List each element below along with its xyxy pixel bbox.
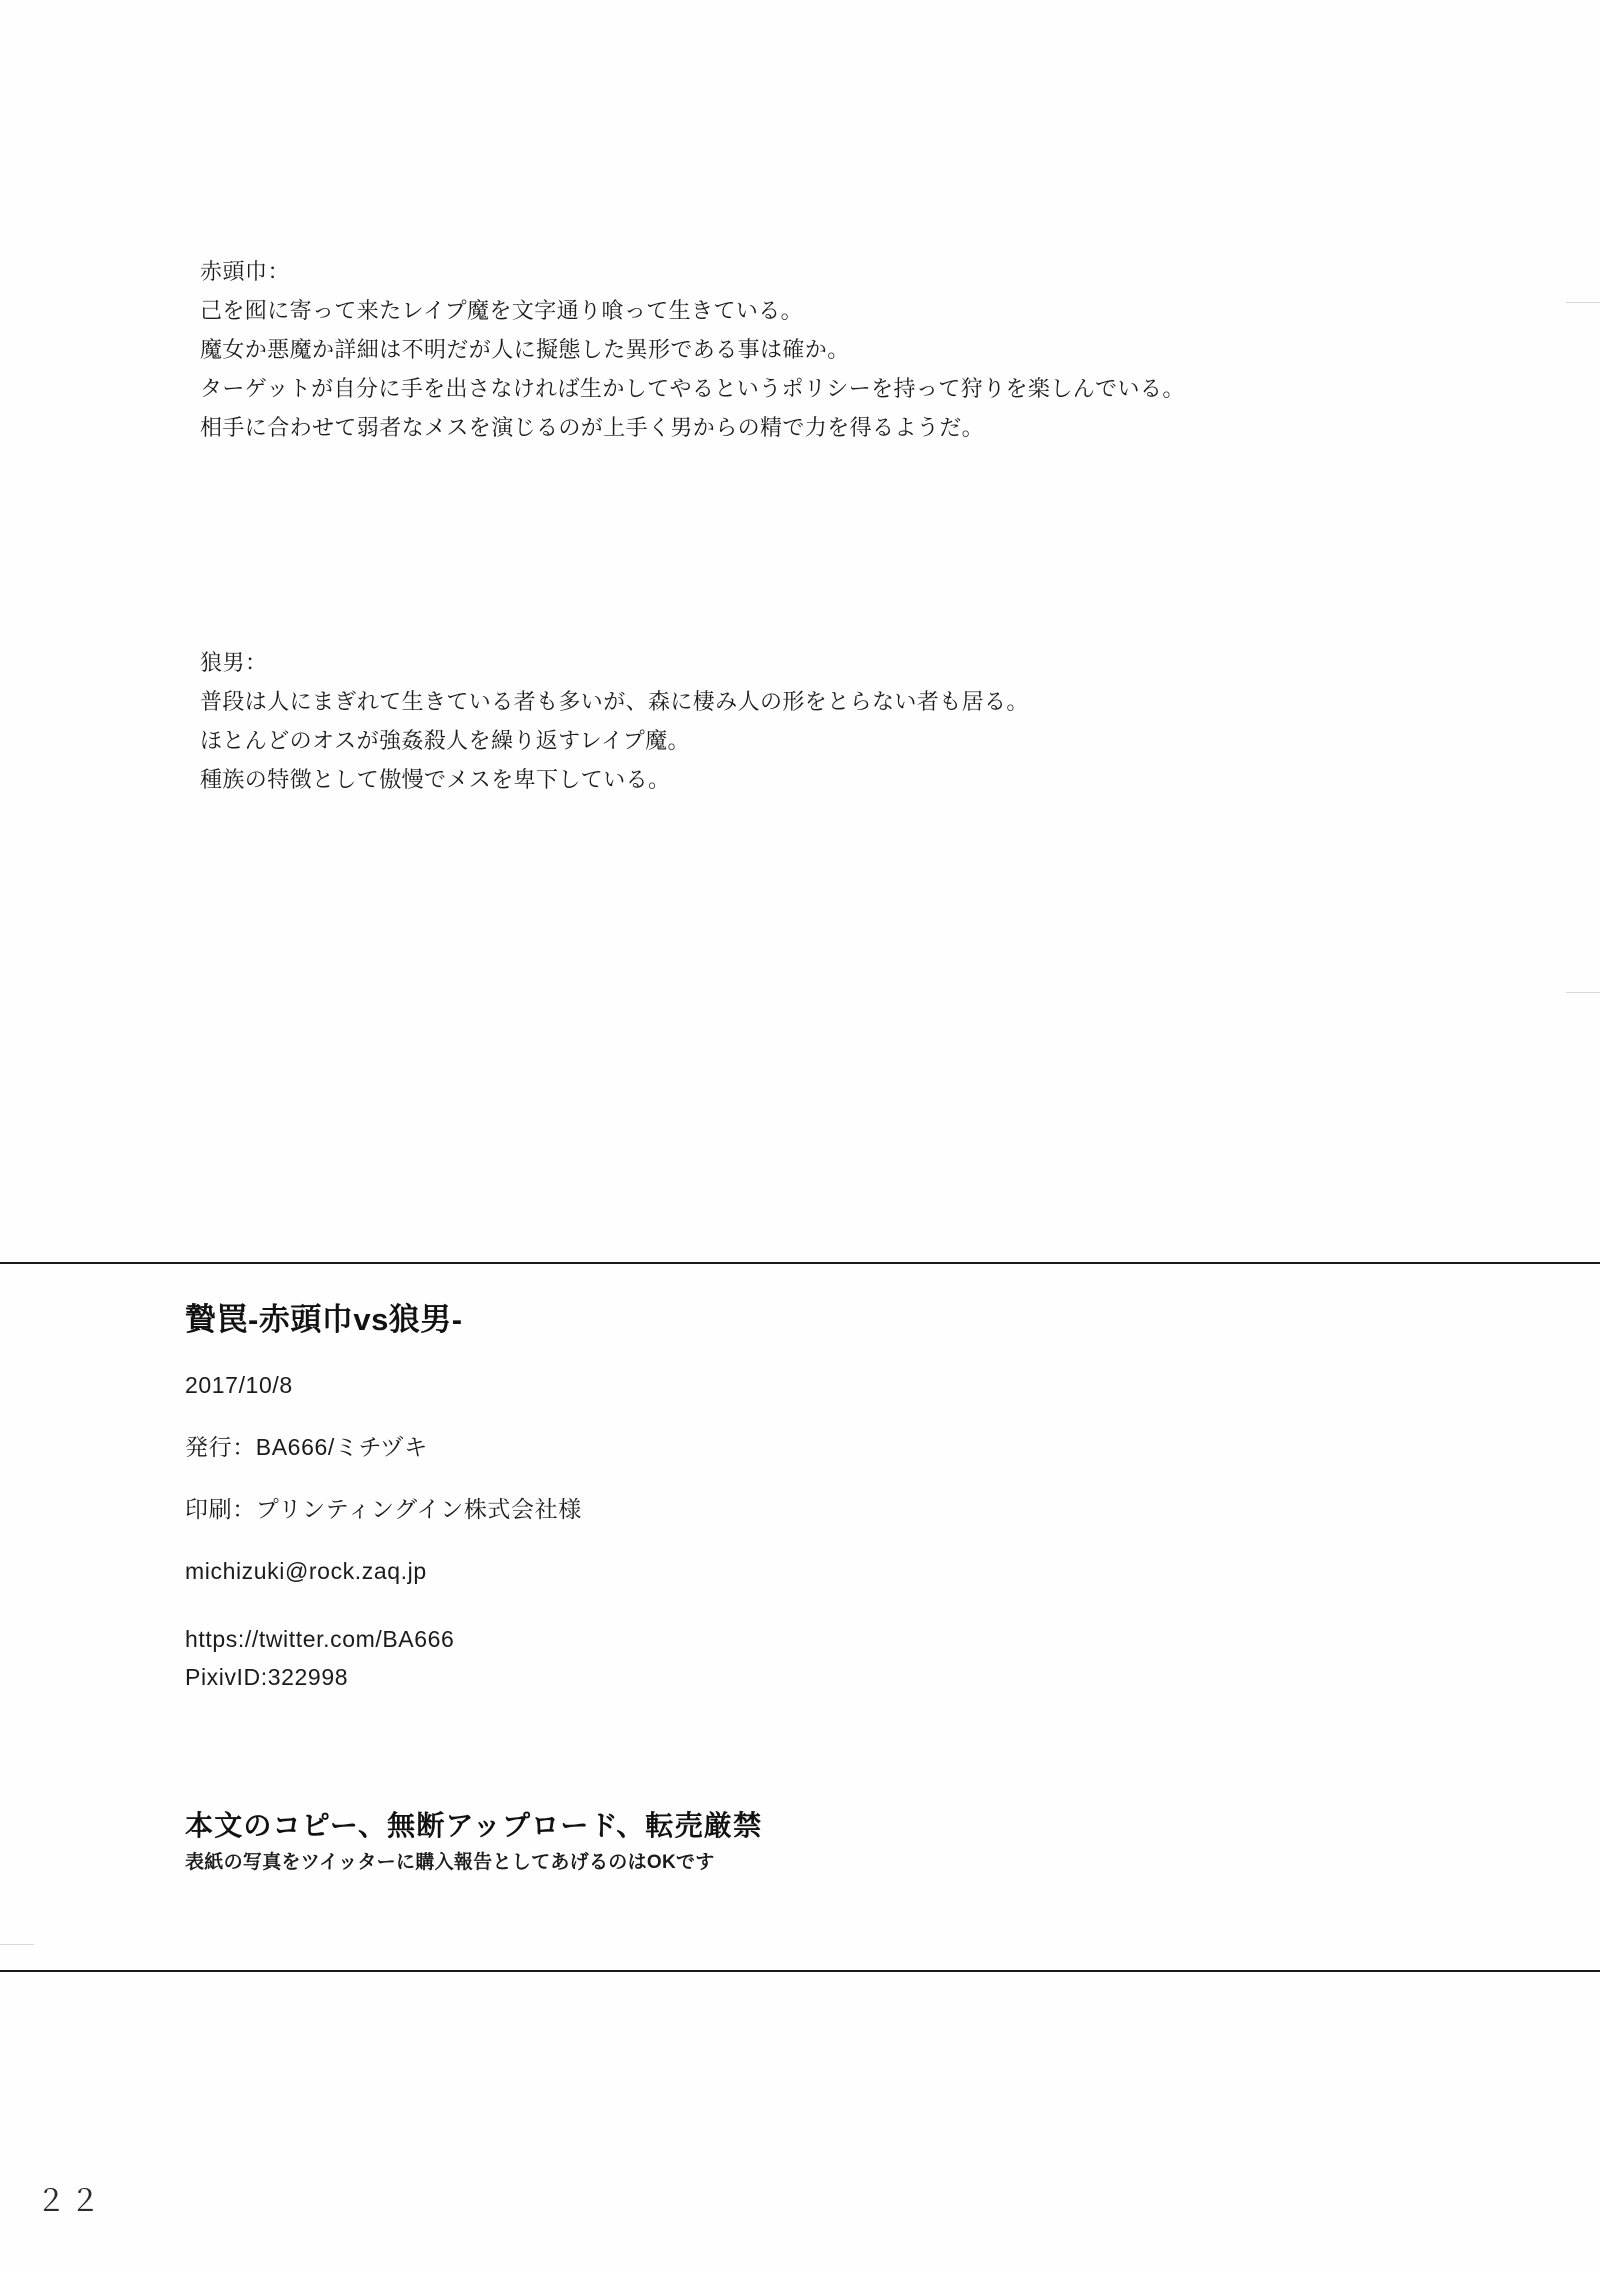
note-line: 魔女か悪魔か詳細は不明だが人に擬態した異形である事は確か。 <box>200 337 850 362</box>
note-block-red-riding-hood <box>200 252 1380 447</box>
colophon-email: michizuki@rock.zaq.jp <box>185 1558 427 1584</box>
note-line: 種族の特徴として傲慢でメスを卑下している。 <box>200 767 671 792</box>
registration-mark <box>1566 992 1600 993</box>
note-block-werewolf <box>200 643 1380 799</box>
colophon-bottom-rule <box>0 1970 1600 1972</box>
note-line: 普段は人にまぎれて生きている者も多いが、森に棲み人の形をとらない者も居る。 <box>200 689 1029 714</box>
character-notes <box>200 252 1380 799</box>
registration-mark <box>0 1944 34 1945</box>
copyright-warning <box>185 1808 1385 1876</box>
warning-sub-text: 表紙の写真をツイッターに購入報告としてあげるのはOKです <box>185 1852 715 1873</box>
colophon-date: 2017/10/8 <box>185 1372 293 1398</box>
note-heading: 赤頭巾： <box>200 259 291 284</box>
colophon <box>185 1300 1385 1722</box>
note-line: ほとんどのオスが強姦殺人を繰り返すレイプ魔。 <box>200 728 690 753</box>
colophon-top-rule <box>0 1262 1600 1264</box>
colophon-twitter-url[interactable]: https://twitter.com/BA666 <box>185 1626 455 1652</box>
colophon-pixiv-id: PixivID:322998 <box>185 1664 349 1690</box>
colophon-publisher: 発行：BA666/ミチヅキ <box>185 1434 428 1460</box>
note-line: ターゲットが自分に手を出さなければ生かしてやるというポリシーを持って狩りを楽しんでいる。 <box>200 376 1185 401</box>
note-heading: 狼男： <box>200 650 268 675</box>
page-number: ２２ <box>36 2185 104 2218</box>
colophon-printer: 印刷：プリンティングイン株式会社様 <box>185 1496 582 1522</box>
note-line: 己を囮に寄って来たレイプ魔を文字通り喰って生きている。 <box>200 298 804 323</box>
warning-main-text: 本文のコピー、無断アップロード、転売厳禁 <box>185 1810 763 1841</box>
note-line: 相手に合わせて弱者なメスを演じるのが上手く男からの精で力を得るようだ。 <box>200 415 985 440</box>
registration-mark <box>1566 302 1600 303</box>
colophon-title: 贄罠-赤頭巾vs狼男- <box>185 1302 463 1337</box>
